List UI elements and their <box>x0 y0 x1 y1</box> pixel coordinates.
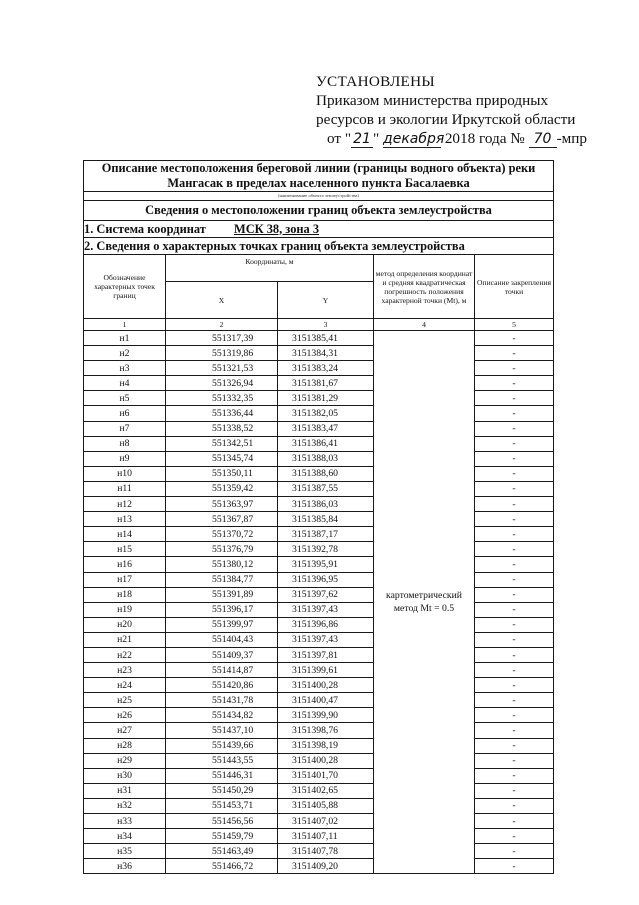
point-label: н3 <box>84 361 166 376</box>
point-label: н15 <box>84 542 166 557</box>
fixing-cell: - <box>475 406 554 421</box>
coord-x: 551391,89 <box>166 587 278 602</box>
approval-date-line <box>316 129 636 148</box>
coord-x: 551453,71 <box>166 798 278 813</box>
coord-y: 3151400,47 <box>278 693 374 708</box>
fixing-cell: - <box>475 768 554 783</box>
table-row <box>84 708 554 723</box>
coord-y: 3151386,03 <box>278 497 374 512</box>
fixing-cell: - <box>475 738 554 753</box>
points-section-row <box>84 238 554 255</box>
coord-y: 3151401,70 <box>278 768 374 783</box>
fixing-cell: - <box>475 708 554 723</box>
point-label: н30 <box>84 768 166 783</box>
point-label: н24 <box>84 678 166 693</box>
coord-x: 551319,86 <box>166 346 278 361</box>
coord-y: 3151388,03 <box>278 451 374 466</box>
approval-stamp <box>316 72 636 148</box>
coord-x: 551463,49 <box>166 844 278 859</box>
point-label: н16 <box>84 557 166 572</box>
table-row <box>84 663 554 678</box>
col-number-4: 4 <box>374 319 475 331</box>
fixing-cell: - <box>475 512 554 527</box>
fixing-cell: - <box>475 602 554 617</box>
coord-y: 3151397,81 <box>278 647 374 662</box>
coord-y: 3151387,55 <box>278 481 374 496</box>
fixing-cell: - <box>475 814 554 829</box>
point-label: н26 <box>84 708 166 723</box>
point-label: н19 <box>84 602 166 617</box>
point-label: н14 <box>84 527 166 542</box>
fixing-cell: - <box>475 331 554 346</box>
fixing-cell: - <box>475 557 554 572</box>
point-label: н8 <box>84 436 166 451</box>
coord-y: 3151395,91 <box>278 557 374 572</box>
fixing-cell: - <box>475 391 554 406</box>
point-label: н36 <box>84 859 166 874</box>
coord-y: 3151396,86 <box>278 617 374 632</box>
coord-y: 3151397,43 <box>278 602 374 617</box>
coord-y: 3151384,31 <box>278 346 374 361</box>
coord-x: 551359,42 <box>166 481 278 496</box>
col-number-3: 3 <box>278 319 374 331</box>
fixing-cell: - <box>475 632 554 647</box>
table-row <box>84 602 554 617</box>
table-row <box>84 421 554 436</box>
fixing-cell: - <box>475 617 554 632</box>
coord-system <box>84 221 554 238</box>
point-label: н13 <box>84 512 166 527</box>
coord-x: 551370,72 <box>166 527 278 542</box>
coord-y: 3151399,90 <box>278 708 374 723</box>
coord-x: 551420,86 <box>166 678 278 693</box>
fixing-cell: - <box>475 436 554 451</box>
coord-y: 3151407,02 <box>278 814 374 829</box>
coord-y: 3151387,17 <box>278 527 374 542</box>
fixing-cell: - <box>475 844 554 859</box>
coord-x: 551350,11 <box>166 466 278 481</box>
date-mid: " <box>373 130 380 147</box>
point-label: н2 <box>84 346 166 361</box>
table-row <box>84 587 554 602</box>
coord-y: 3151405,88 <box>278 798 374 813</box>
table-row <box>84 542 554 557</box>
table-row <box>84 647 554 662</box>
coord-x: 551317,39 <box>166 331 278 346</box>
date-prefix: от " <box>327 130 352 147</box>
coord-x: 551399,97 <box>166 617 278 632</box>
section-title: Сведения о местоположении границ объекта землеустройства <box>84 201 554 221</box>
coord-x: 551439,66 <box>166 738 278 753</box>
point-label: н1 <box>84 331 166 346</box>
points-section-title: 2. Сведения о характерных точках границ объекта землеустройства <box>84 238 554 255</box>
table-row <box>84 814 554 829</box>
point-label: н27 <box>84 723 166 738</box>
point-label: н22 <box>84 647 166 662</box>
table-row <box>84 859 554 874</box>
table-row <box>84 783 554 798</box>
coord-y: 3151392,78 <box>278 542 374 557</box>
point-label: н18 <box>84 587 166 602</box>
coord-y: 3151402,65 <box>278 783 374 798</box>
point-label: н4 <box>84 376 166 391</box>
column-number-row <box>84 319 554 331</box>
approval-line-1: Приказом министерства природных <box>316 92 549 109</box>
coord-x: 551437,10 <box>166 723 278 738</box>
fixing-cell: - <box>475 798 554 813</box>
date-month: декабря <box>383 131 445 147</box>
table-row <box>84 406 554 421</box>
col-number-5: 5 <box>475 319 554 331</box>
table-row <box>84 678 554 693</box>
coord-y: 3151400,28 <box>278 678 374 693</box>
table-row <box>84 753 554 768</box>
document-title <box>84 161 554 192</box>
table-row <box>84 723 554 738</box>
table-row <box>84 451 554 466</box>
boundary-table <box>83 160 554 874</box>
coord-x: 551380,12 <box>166 557 278 572</box>
table-row <box>84 391 554 406</box>
coord-y: 3151398,19 <box>278 738 374 753</box>
fixing-cell: - <box>475 783 554 798</box>
title-caption-row <box>84 192 554 201</box>
fixing-cell: - <box>475 829 554 844</box>
col-number-1: 1 <box>84 319 166 331</box>
date-day: 21 <box>351 132 373 148</box>
table-row <box>84 557 554 572</box>
coord-y: 3151383,47 <box>278 421 374 436</box>
coord-x: 551456,56 <box>166 814 278 829</box>
point-label: н21 <box>84 632 166 647</box>
order-number: 70 <box>529 132 557 148</box>
fixing-cell: - <box>475 693 554 708</box>
coord-x: 551338,52 <box>166 421 278 436</box>
table-row <box>84 376 554 391</box>
col-number-2: 2 <box>166 319 278 331</box>
method-cell: картометрический метод Mt = 0.5 <box>374 331 475 874</box>
coord-x: 551321,53 <box>166 361 278 376</box>
coord-y: 3151381,29 <box>278 391 374 406</box>
point-label: н9 <box>84 451 166 466</box>
coord-x: 551459,79 <box>166 829 278 844</box>
coord-x: 551326,94 <box>166 376 278 391</box>
table-row <box>84 738 554 753</box>
fixing-cell: - <box>475 678 554 693</box>
table-row <box>84 844 554 859</box>
point-label: н28 <box>84 738 166 753</box>
coord-x: 551342,51 <box>166 436 278 451</box>
fixing-cell: - <box>475 497 554 512</box>
coord-y: 3151397,62 <box>278 587 374 602</box>
point-label: н6 <box>84 406 166 421</box>
point-label: н12 <box>84 497 166 512</box>
fixing-cell: - <box>475 647 554 662</box>
table-row <box>84 632 554 647</box>
coord-y: 3151382,05 <box>278 406 374 421</box>
coord-x: 551450,29 <box>166 783 278 798</box>
header-fixing: Описание закрепления точки <box>475 255 554 319</box>
fixing-cell: - <box>475 466 554 481</box>
title-line-1: Описание местоположения береговой линии (границы водного объекта) реки <box>101 161 536 175</box>
table-row <box>84 512 554 527</box>
coord-x: 551431,78 <box>166 693 278 708</box>
coord-system-label: 1. Система координат <box>84 221 206 236</box>
coord-y: 3151407,78 <box>278 844 374 859</box>
table-row <box>84 527 554 542</box>
coord-x: 551384,77 <box>166 572 278 587</box>
fixing-cell: - <box>475 753 554 768</box>
coord-y: 3151407,11 <box>278 829 374 844</box>
header-point: Обозначение характерных точек границ <box>84 255 166 319</box>
title-line-2: Мангасак в пределах населенного пункта Басалаевка <box>167 176 470 190</box>
table-row <box>84 466 554 481</box>
header-coordinates: Координаты, м <box>166 255 374 282</box>
coord-system-row <box>84 221 554 238</box>
coord-y: 3151385,84 <box>278 512 374 527</box>
table-row <box>84 617 554 632</box>
table-row <box>84 768 554 783</box>
fixing-cell: - <box>475 663 554 678</box>
coord-x: 551466,72 <box>166 859 278 874</box>
fixing-cell: - <box>475 361 554 376</box>
point-label: н10 <box>84 466 166 481</box>
coord-x: 551414,87 <box>166 663 278 678</box>
table-row <box>84 331 554 346</box>
document-title-row <box>84 161 554 192</box>
fixing-cell: - <box>475 346 554 361</box>
table-row <box>84 572 554 587</box>
point-label: н32 <box>84 798 166 813</box>
point-label: н25 <box>84 693 166 708</box>
table-row <box>84 361 554 376</box>
coord-y: 3151386,41 <box>278 436 374 451</box>
point-label: н34 <box>84 829 166 844</box>
approval-line-2: ресурсов и экологии Иркутской области <box>316 111 576 128</box>
point-label: н5 <box>84 391 166 406</box>
coord-x: 551443,55 <box>166 753 278 768</box>
fixing-cell: - <box>475 859 554 874</box>
date-year: 2018 года № <box>444 130 525 147</box>
fixing-cell: - <box>475 723 554 738</box>
coord-y: 3151381,67 <box>278 376 374 391</box>
coord-y: 3151396,95 <box>278 572 374 587</box>
table-row <box>84 481 554 496</box>
coord-x: 551363,97 <box>166 497 278 512</box>
table-row <box>84 798 554 813</box>
point-label: н17 <box>84 572 166 587</box>
coord-y: 3151399,61 <box>278 663 374 678</box>
coord-x: 551404,43 <box>166 632 278 647</box>
point-label: н33 <box>84 814 166 829</box>
point-label: н20 <box>84 617 166 632</box>
coord-x: 551434,82 <box>166 708 278 723</box>
point-label: н7 <box>84 421 166 436</box>
fixing-cell: - <box>475 527 554 542</box>
coord-y: 3151400,28 <box>278 753 374 768</box>
fixing-cell: - <box>475 376 554 391</box>
coord-y: 3151388,60 <box>278 466 374 481</box>
header-row-1 <box>84 255 554 282</box>
fixing-cell: - <box>475 451 554 466</box>
title-caption: (наименование объекта землеустройства) <box>84 192 554 201</box>
table-row <box>84 497 554 512</box>
fixing-cell: - <box>475 572 554 587</box>
order-suffix: -мпр <box>556 130 587 147</box>
table-row <box>84 829 554 844</box>
point-label: н35 <box>84 844 166 859</box>
section-title-row <box>84 201 554 221</box>
coord-system-value: МСК 38, зона 3 <box>234 221 320 236</box>
coord-x: 551376,79 <box>166 542 278 557</box>
coord-y: 3151398,76 <box>278 723 374 738</box>
coord-x: 551409,37 <box>166 647 278 662</box>
coord-x: 551396,17 <box>166 602 278 617</box>
coord-y: 3151409,20 <box>278 859 374 874</box>
table-row <box>84 346 554 361</box>
table-row <box>84 436 554 451</box>
coord-x: 551336,44 <box>166 406 278 421</box>
coord-x: 551446,31 <box>166 768 278 783</box>
coord-x: 551345,74 <box>166 451 278 466</box>
table-row <box>84 693 554 708</box>
header-y: Y <box>278 282 374 319</box>
header-method: метод определения координат и средняя квадратическая погрешность положения характерной точки (Mt), м <box>374 255 475 319</box>
point-label: н11 <box>84 481 166 496</box>
point-label: н31 <box>84 783 166 798</box>
header-x: X <box>166 282 278 319</box>
point-label: н23 <box>84 663 166 678</box>
fixing-cell: - <box>475 587 554 602</box>
fixing-cell: - <box>475 481 554 496</box>
coord-y: 3151383,24 <box>278 361 374 376</box>
coord-x: 551367,87 <box>166 512 278 527</box>
fixing-cell: - <box>475 421 554 436</box>
fixing-cell: - <box>475 542 554 557</box>
coord-y: 3151397,43 <box>278 632 374 647</box>
point-label: н29 <box>84 753 166 768</box>
coord-y: 3151385,41 <box>278 331 374 346</box>
approval-heading: УСТАНОВЛЕНЫ <box>316 73 435 90</box>
coord-x: 551332,35 <box>166 391 278 406</box>
